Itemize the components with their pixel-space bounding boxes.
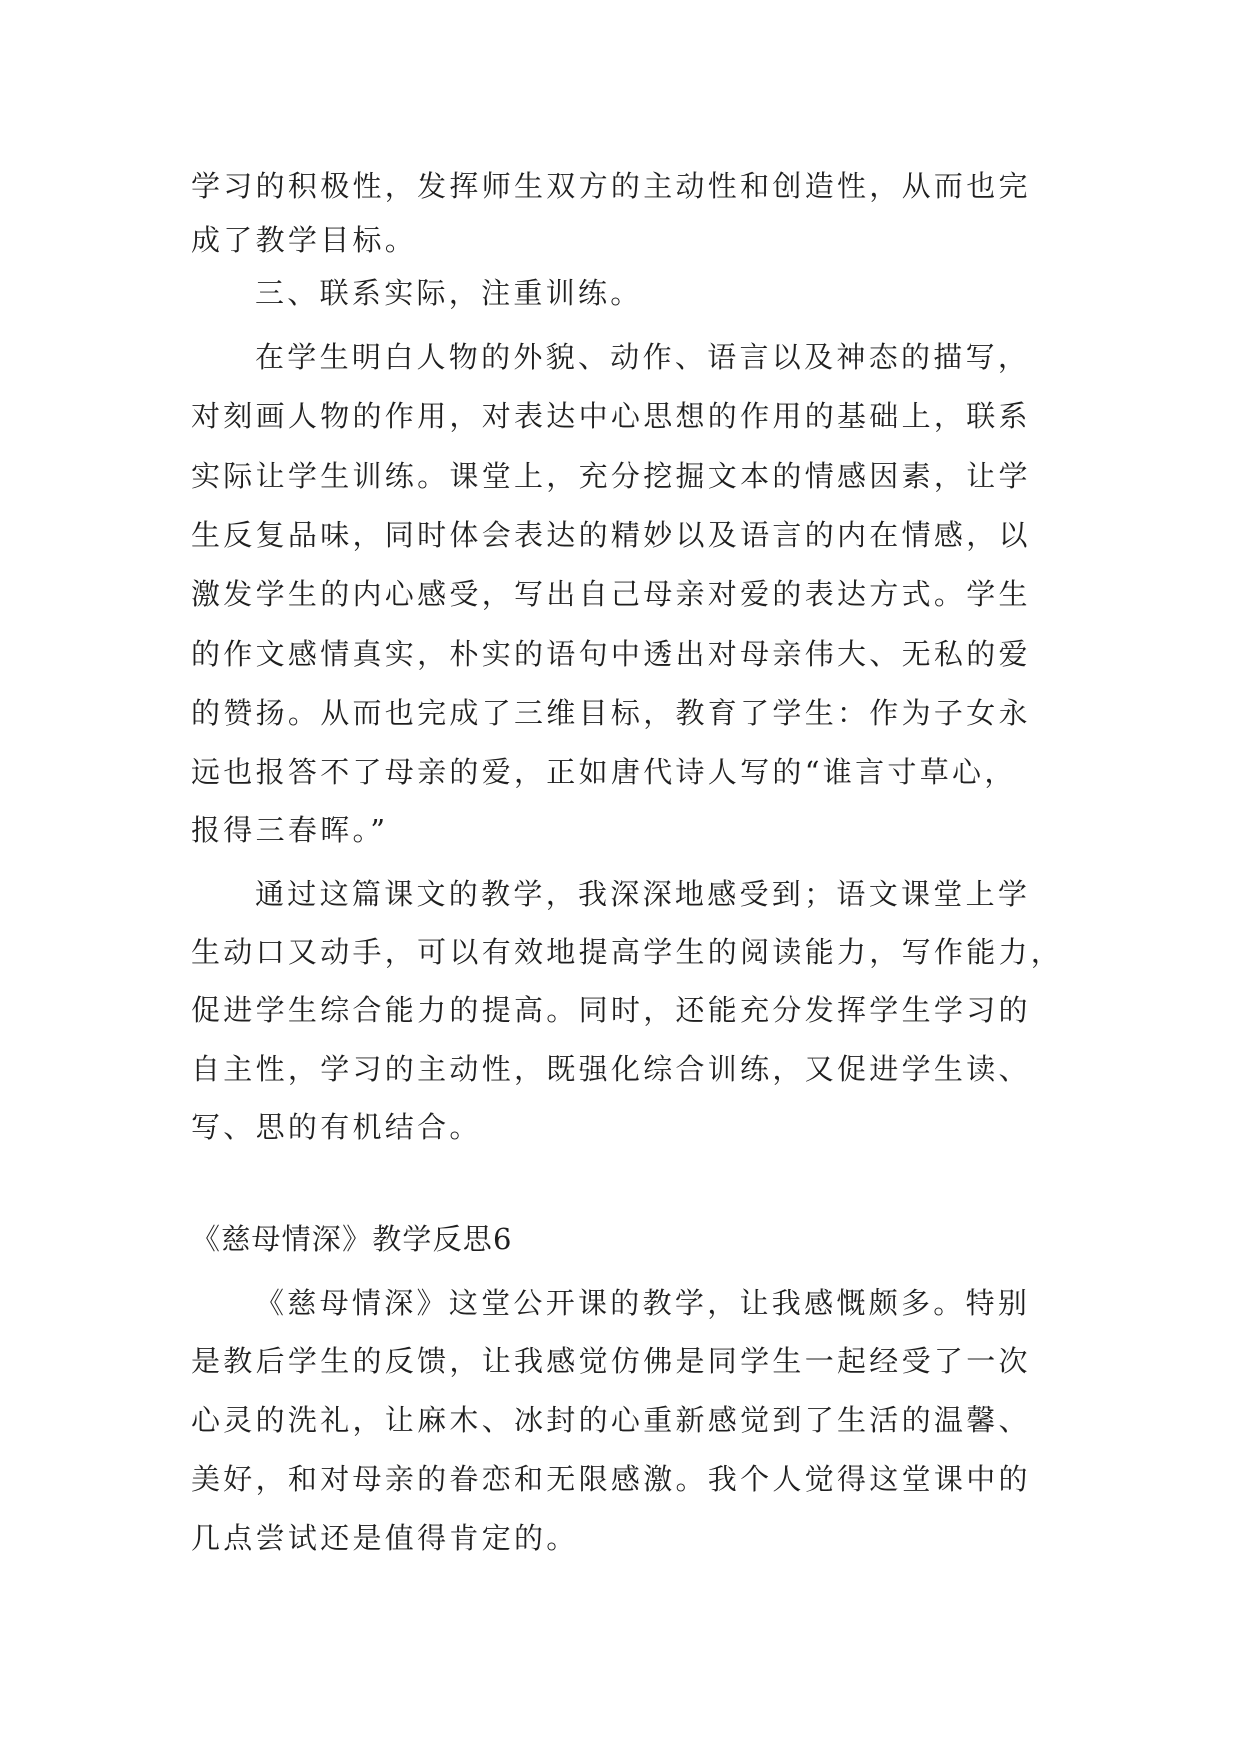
paragraph-line: 美好，和对母亲的眷恋和无限感激。我个人觉得这堂课中的	[191, 1462, 1031, 1496]
paragraph-line: 心灵的洗礼，让麻木、冰封的心重新感觉到了生活的温馨、	[191, 1403, 1031, 1437]
paragraph-line: 《慈母情深》这堂公开课的教学，让我感慨颇多。特别	[255, 1286, 1031, 1320]
paragraph-line: 促进学生综合能力的提高。同时，还能充分发挥学生学习的	[191, 993, 1031, 1027]
paragraph-line: 激发学生的内心感受，写出自己母亲对爱的表达方式。学生	[191, 577, 1031, 611]
paragraph-line: 对刻画人物的作用，对表达中心思想的作用的基础上，联系	[191, 399, 1031, 433]
paragraph-line: 自主性，学习的主动性，既强化综合训练，又促进学生读、	[191, 1052, 1031, 1086]
paragraph-line: 报得三春晖。”	[191, 813, 389, 847]
paragraph-line: 远也报答不了母亲的爱，正如唐代诗人写的“谁言寸草心，	[191, 755, 1017, 789]
paragraph-line: 几点尝试还是值得肯定的。	[191, 1521, 579, 1555]
paragraph-line: 写、思的有机结合。	[191, 1110, 482, 1144]
article-title: 《慈母情深》教学反思6	[191, 1222, 513, 1256]
paragraph-line: 通过这篇课文的教学，我深深地感受到；语文课堂上学	[255, 877, 1031, 911]
paragraph-line: 在学生明白人物的外貌、动作、语言以及神态的描写，	[255, 340, 1031, 374]
paragraph-line: 生反复品味，同时体会表达的精妙以及语言的内在情感，以	[191, 518, 1031, 552]
paragraph-line: 是教后学生的反馈，让我感觉仿佛是同学生一起经受了一次	[191, 1344, 1031, 1378]
paragraph-line: 的赞扬。从而也完成了三维目标，教育了学生：作为子女永	[191, 696, 1031, 730]
paragraph-line: 实际让学生训练。课堂上，充分挖掘文本的情感因素，让学	[191, 459, 1031, 493]
section-heading: 三、联系实际，注重训练。	[255, 276, 643, 310]
paragraph-line: 成了教学目标。	[191, 223, 418, 257]
paragraph-line: 生动口又动手，可以有效地提高学生的阅读能力，写作能力，	[191, 935, 1064, 969]
paragraph-line: 的作文感情真实，朴实的语句中透出对母亲伟大、无私的爱	[191, 637, 1031, 671]
paragraph-line: 学习的积极性，发挥师生双方的主动性和创造性，从而也完	[191, 169, 1031, 203]
